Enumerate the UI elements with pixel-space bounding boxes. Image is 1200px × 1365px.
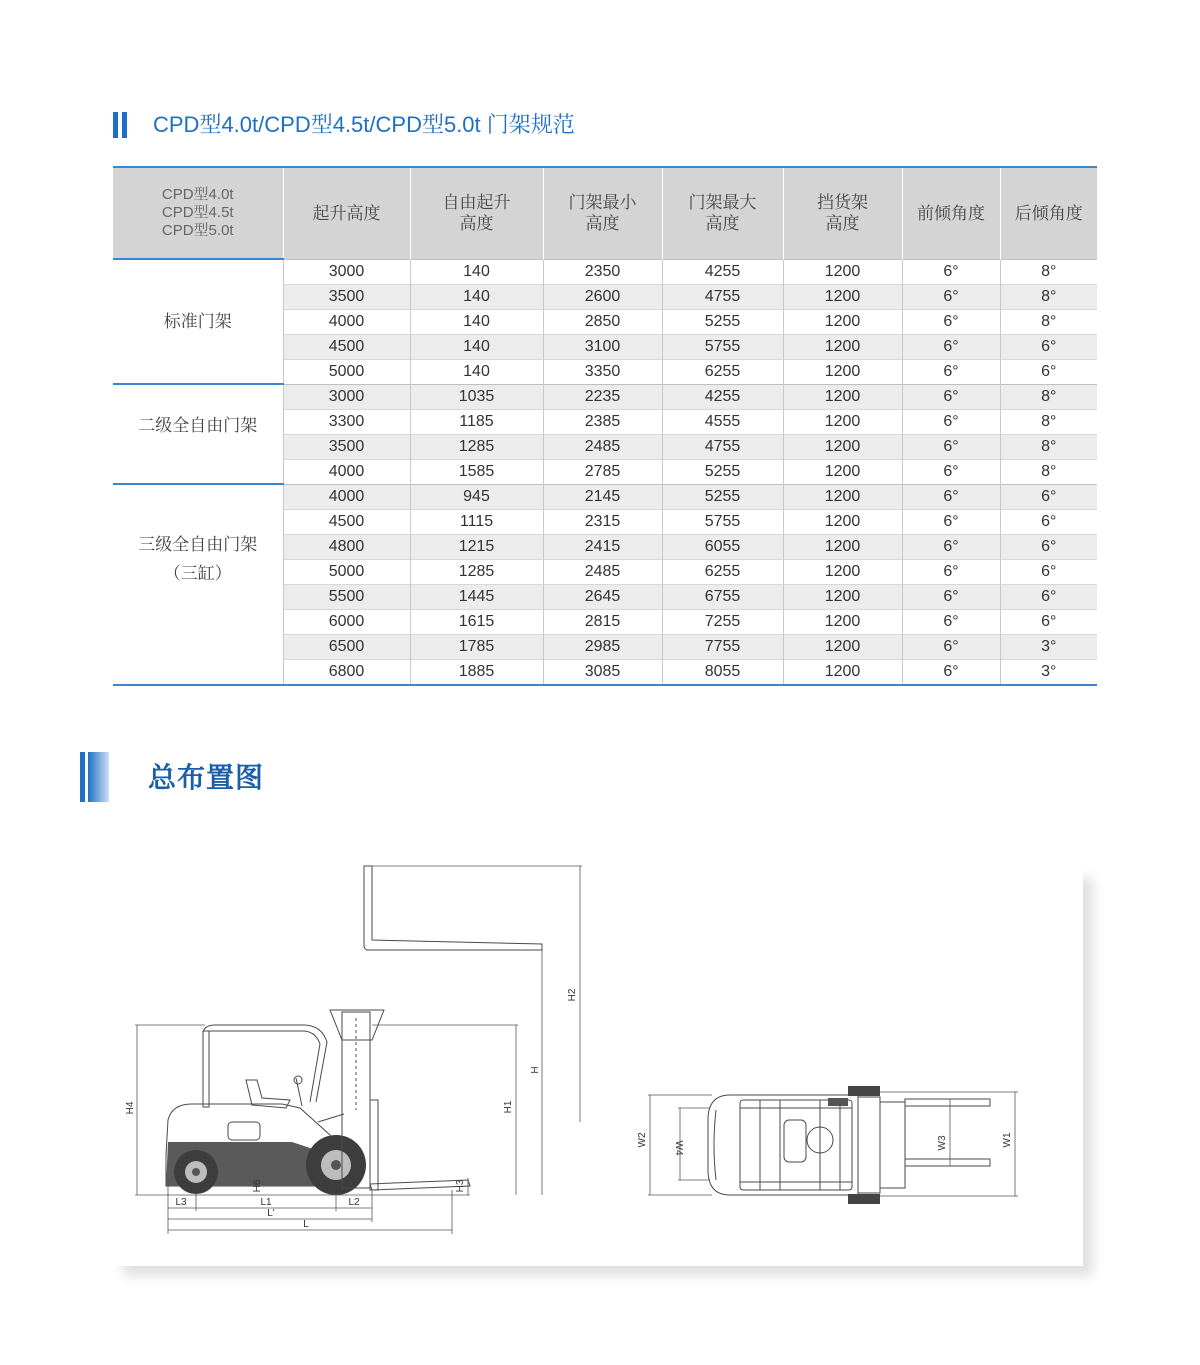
mast-spec-table — [113, 166, 1097, 686]
table-cell: 7755 — [662, 634, 783, 659]
table-cell: 5755 — [662, 334, 783, 359]
table-cell: 6055 — [662, 534, 783, 559]
table-cell: 140 — [410, 359, 543, 384]
mast-spec-title: CPD型4.0t/CPD型4.5t/CPD型5.0t 门架规范 — [153, 112, 575, 137]
fork-left — [905, 1099, 990, 1106]
table-cell: 1215 — [410, 534, 543, 559]
control-box — [828, 1098, 848, 1106]
table-cell: 140 — [410, 259, 543, 284]
overhead-guard-top — [740, 1100, 852, 1190]
table-cell: 8055 — [662, 659, 783, 685]
header-label: 前倾角度 — [917, 203, 985, 223]
table-cell: 6255 — [662, 359, 783, 384]
table-cell: 6° — [902, 534, 1000, 559]
table-cell: 6° — [902, 509, 1000, 534]
table-cell: 5255 — [662, 309, 783, 334]
table-cell: 6° — [902, 284, 1000, 309]
header-label: 挡货架 — [817, 193, 868, 213]
table-cell: 3000 — [283, 259, 410, 284]
table-cell: 2485 — [543, 559, 662, 584]
table-cell: 2485 — [543, 434, 662, 459]
table-cell: 3° — [1000, 659, 1097, 685]
table-cell: 6° — [902, 259, 1000, 284]
mast-type-label-line: （三缸） — [163, 564, 232, 584]
table-cell: 1200 — [783, 484, 902, 509]
dimension-label-w1: W1 — [1002, 1132, 1013, 1148]
table-cell: 6° — [902, 359, 1000, 384]
table-cell: 6° — [1000, 559, 1097, 584]
table-cell: 6255 — [662, 559, 783, 584]
table-cell: 1445 — [410, 584, 543, 609]
table-cell: 6° — [902, 459, 1000, 484]
table-cell: 1200 — [783, 384, 902, 409]
fork-right — [905, 1159, 990, 1166]
table-cell: 5755 — [662, 509, 783, 534]
table-cell: 6° — [1000, 609, 1097, 634]
table-cell: 6° — [902, 309, 1000, 334]
table-cell: 1200 — [783, 409, 902, 434]
rear-wheel-hub — [192, 1168, 200, 1176]
table-cell: 6° — [902, 384, 1000, 409]
table-cell: 6° — [902, 634, 1000, 659]
header-label: 自由起升 — [442, 193, 511, 213]
dimension-label-h3: H3 — [455, 1179, 466, 1193]
table-cell: 5000 — [283, 559, 410, 584]
mast-type-label-line: 二级全自由门架 — [138, 415, 258, 435]
table-cell: 1035 — [410, 384, 543, 409]
table-cell: 4000 — [283, 309, 410, 334]
table-cell: 1200 — [783, 284, 902, 309]
table-cell: 2785 — [543, 459, 662, 484]
table-cell: 6° — [902, 609, 1000, 634]
dimension-label-l3: L3 — [175, 1197, 187, 1208]
fork-carriage — [370, 1100, 378, 1190]
dimension-label-l-prime: L' — [267, 1208, 275, 1219]
table-cell: 1200 — [783, 309, 902, 334]
table-cell: 4000 — [283, 484, 410, 509]
header-model — [113, 167, 283, 259]
overhead-guard-inner — [209, 1031, 320, 1102]
top-view — [637, 1086, 1018, 1204]
header-model-line: CPD型5.0t — [161, 222, 234, 239]
table-cell: 6° — [1000, 334, 1097, 359]
raised-fork — [364, 866, 542, 950]
table-cell: 6° — [902, 334, 1000, 359]
header-model-line: CPD型4.0t — [161, 186, 234, 203]
table-cell: 1285 — [410, 434, 543, 459]
table-cell: 5255 — [662, 459, 783, 484]
header-load-backrest-height — [783, 167, 902, 259]
dimension-label-h1: H1 — [503, 1100, 514, 1114]
front-wheel-top — [848, 1194, 880, 1204]
table-cell: 2645 — [543, 584, 662, 609]
table-cell: 1200 — [783, 584, 902, 609]
table-cell: 2315 — [543, 509, 662, 534]
table-cell: 4255 — [662, 259, 783, 284]
table-cell: 1200 — [783, 359, 902, 384]
dimension-label-l2: L2 — [348, 1197, 360, 1208]
mast-spec-body — [113, 259, 1097, 685]
dimension-label-h6: H6 — [252, 1179, 263, 1193]
tilt-cylinder — [318, 1114, 344, 1122]
header-label: 高度 — [459, 214, 494, 234]
table-cell: 1115 — [410, 509, 543, 534]
table-cell: 4500 — [283, 509, 410, 534]
carriage-top-view — [880, 1102, 905, 1188]
table-cell: 1200 — [783, 609, 902, 634]
table-cell: 3085 — [543, 659, 662, 685]
dimension-label-h2: H2 — [567, 988, 578, 1002]
dimension-label-w4: W4 — [673, 1140, 684, 1156]
dimension-label-l: L — [303, 1219, 309, 1230]
front-wheel-top — [848, 1086, 880, 1096]
table-cell: 1185 — [410, 409, 543, 434]
mast-type-label — [113, 259, 283, 384]
section-marker-bars — [113, 112, 127, 138]
general-layout-drawing — [113, 850, 1097, 1270]
table-row — [113, 259, 1097, 284]
table-cell: 4800 — [283, 534, 410, 559]
table-cell: 1200 — [783, 459, 902, 484]
table-cell: 7255 — [662, 609, 783, 634]
table-cell: 2145 — [543, 484, 662, 509]
table-cell: 6° — [902, 484, 1000, 509]
mast-top-view — [858, 1097, 880, 1193]
table-cell: 8° — [1000, 459, 1097, 484]
table-cell: 3° — [1000, 634, 1097, 659]
dimension-label-h: H — [530, 1066, 541, 1074]
table-cell: 3350 — [543, 359, 662, 384]
table-cell: 2815 — [543, 609, 662, 634]
table-cell: 4255 — [662, 384, 783, 409]
table-header-row — [113, 167, 1097, 259]
table-cell: 6755 — [662, 584, 783, 609]
dimension-label-h4: H4 — [125, 1101, 136, 1115]
header-mast-max-height — [662, 167, 783, 259]
table-cell: 4755 — [662, 434, 783, 459]
dimension-label-w3: W3 — [937, 1135, 948, 1151]
header-backward-tilt — [1000, 167, 1097, 259]
side-panel — [228, 1122, 260, 1140]
header-label: 门架最大 — [688, 193, 757, 213]
mast-type-label-line: 标准门架 — [163, 312, 232, 331]
table-cell: 3100 — [543, 334, 662, 359]
front-wheel-hub — [331, 1160, 341, 1170]
section-marker-bars — [80, 752, 109, 802]
table-cell: 1200 — [783, 259, 902, 284]
table-cell: 140 — [410, 334, 543, 359]
table-cell: 6° — [1000, 359, 1097, 384]
table-cell: 6° — [1000, 509, 1097, 534]
table-cell: 5000 — [283, 359, 410, 384]
table-cell: 1285 — [410, 559, 543, 584]
top-seat — [784, 1120, 806, 1162]
table-cell: 945 — [410, 484, 543, 509]
table-cell: 6° — [902, 434, 1000, 459]
table-cell: 8° — [1000, 434, 1097, 459]
table-cell: 4500 — [283, 334, 410, 359]
table-cell: 6° — [1000, 534, 1097, 559]
table-cell: 6800 — [283, 659, 410, 685]
mast-type-label — [113, 384, 283, 484]
rear-post — [203, 1031, 209, 1107]
layout-drawing-title: 总布置图 — [148, 762, 265, 793]
table-cell: 8° — [1000, 409, 1097, 434]
table-cell: 6500 — [283, 634, 410, 659]
header-forward-tilt — [902, 167, 1000, 259]
table-cell: 8° — [1000, 284, 1097, 309]
table-cell: 1615 — [410, 609, 543, 634]
table-cell: 1200 — [783, 534, 902, 559]
table-row — [113, 384, 1097, 409]
table-cell: 2235 — [543, 384, 662, 409]
table-cell: 6° — [902, 559, 1000, 584]
dimension-label-l1: L1 — [260, 1197, 272, 1208]
table-cell: 3300 — [283, 409, 410, 434]
mast-type-label — [113, 484, 283, 685]
table-cell: 4000 — [283, 459, 410, 484]
dimension-label-w2: W2 — [637, 1132, 648, 1148]
table-cell: 6° — [902, 409, 1000, 434]
table-cell: 3500 — [283, 434, 410, 459]
table-cell: 2385 — [543, 409, 662, 434]
overhead-guard — [203, 1025, 327, 1102]
table-cell: 2600 — [543, 284, 662, 309]
side-view — [125, 866, 582, 1234]
table-cell: 8° — [1000, 259, 1097, 284]
table-cell: 2415 — [543, 534, 662, 559]
table-cell: 2985 — [543, 634, 662, 659]
table-cell: 1200 — [783, 559, 902, 584]
table-cell: 3500 — [283, 284, 410, 309]
table-row — [113, 484, 1097, 509]
header-lift-height — [283, 167, 410, 259]
table-cell: 2850 — [543, 309, 662, 334]
table-cell: 5500 — [283, 584, 410, 609]
table-cell: 1200 — [783, 509, 902, 534]
table-cell: 3000 — [283, 384, 410, 409]
table-cell: 1200 — [783, 434, 902, 459]
table-cell: 140 — [410, 309, 543, 334]
header-label: 高度 — [705, 214, 740, 234]
header-label: 后倾角度 — [1014, 203, 1083, 223]
mast-type-label-line: 三级全自由门架 — [138, 535, 258, 555]
header-label: 高度 — [825, 214, 860, 234]
table-cell: 4555 — [662, 409, 783, 434]
table-cell: 1885 — [410, 659, 543, 685]
top-body — [708, 1095, 858, 1195]
table-cell: 6° — [902, 584, 1000, 609]
table-cell: 6000 — [283, 609, 410, 634]
header-label: 高度 — [585, 214, 620, 234]
header-label: 门架最小 — [568, 193, 637, 213]
table-cell: 1200 — [783, 334, 902, 359]
table-cell: 1585 — [410, 459, 543, 484]
table-cell: 1200 — [783, 634, 902, 659]
steering-wheel — [294, 1076, 302, 1084]
table-cell: 5255 — [662, 484, 783, 509]
table-cell: 6° — [1000, 584, 1097, 609]
table-cell: 2350 — [543, 259, 662, 284]
table-cell: 8° — [1000, 384, 1097, 409]
counterweight — [714, 1110, 716, 1180]
header-mast-min-height — [543, 167, 662, 259]
header-model-line: CPD型4.5t — [161, 204, 234, 221]
table-cell: 1200 — [783, 659, 902, 685]
table-cell: 8° — [1000, 309, 1097, 334]
header-label: 起升高度 — [312, 203, 381, 223]
table-cell: 6° — [902, 659, 1000, 685]
table-cell: 140 — [410, 284, 543, 309]
table-cell: 6° — [1000, 484, 1097, 509]
table-cell: 4755 — [662, 284, 783, 309]
table-cell: 1785 — [410, 634, 543, 659]
header-free-lift — [410, 167, 543, 259]
